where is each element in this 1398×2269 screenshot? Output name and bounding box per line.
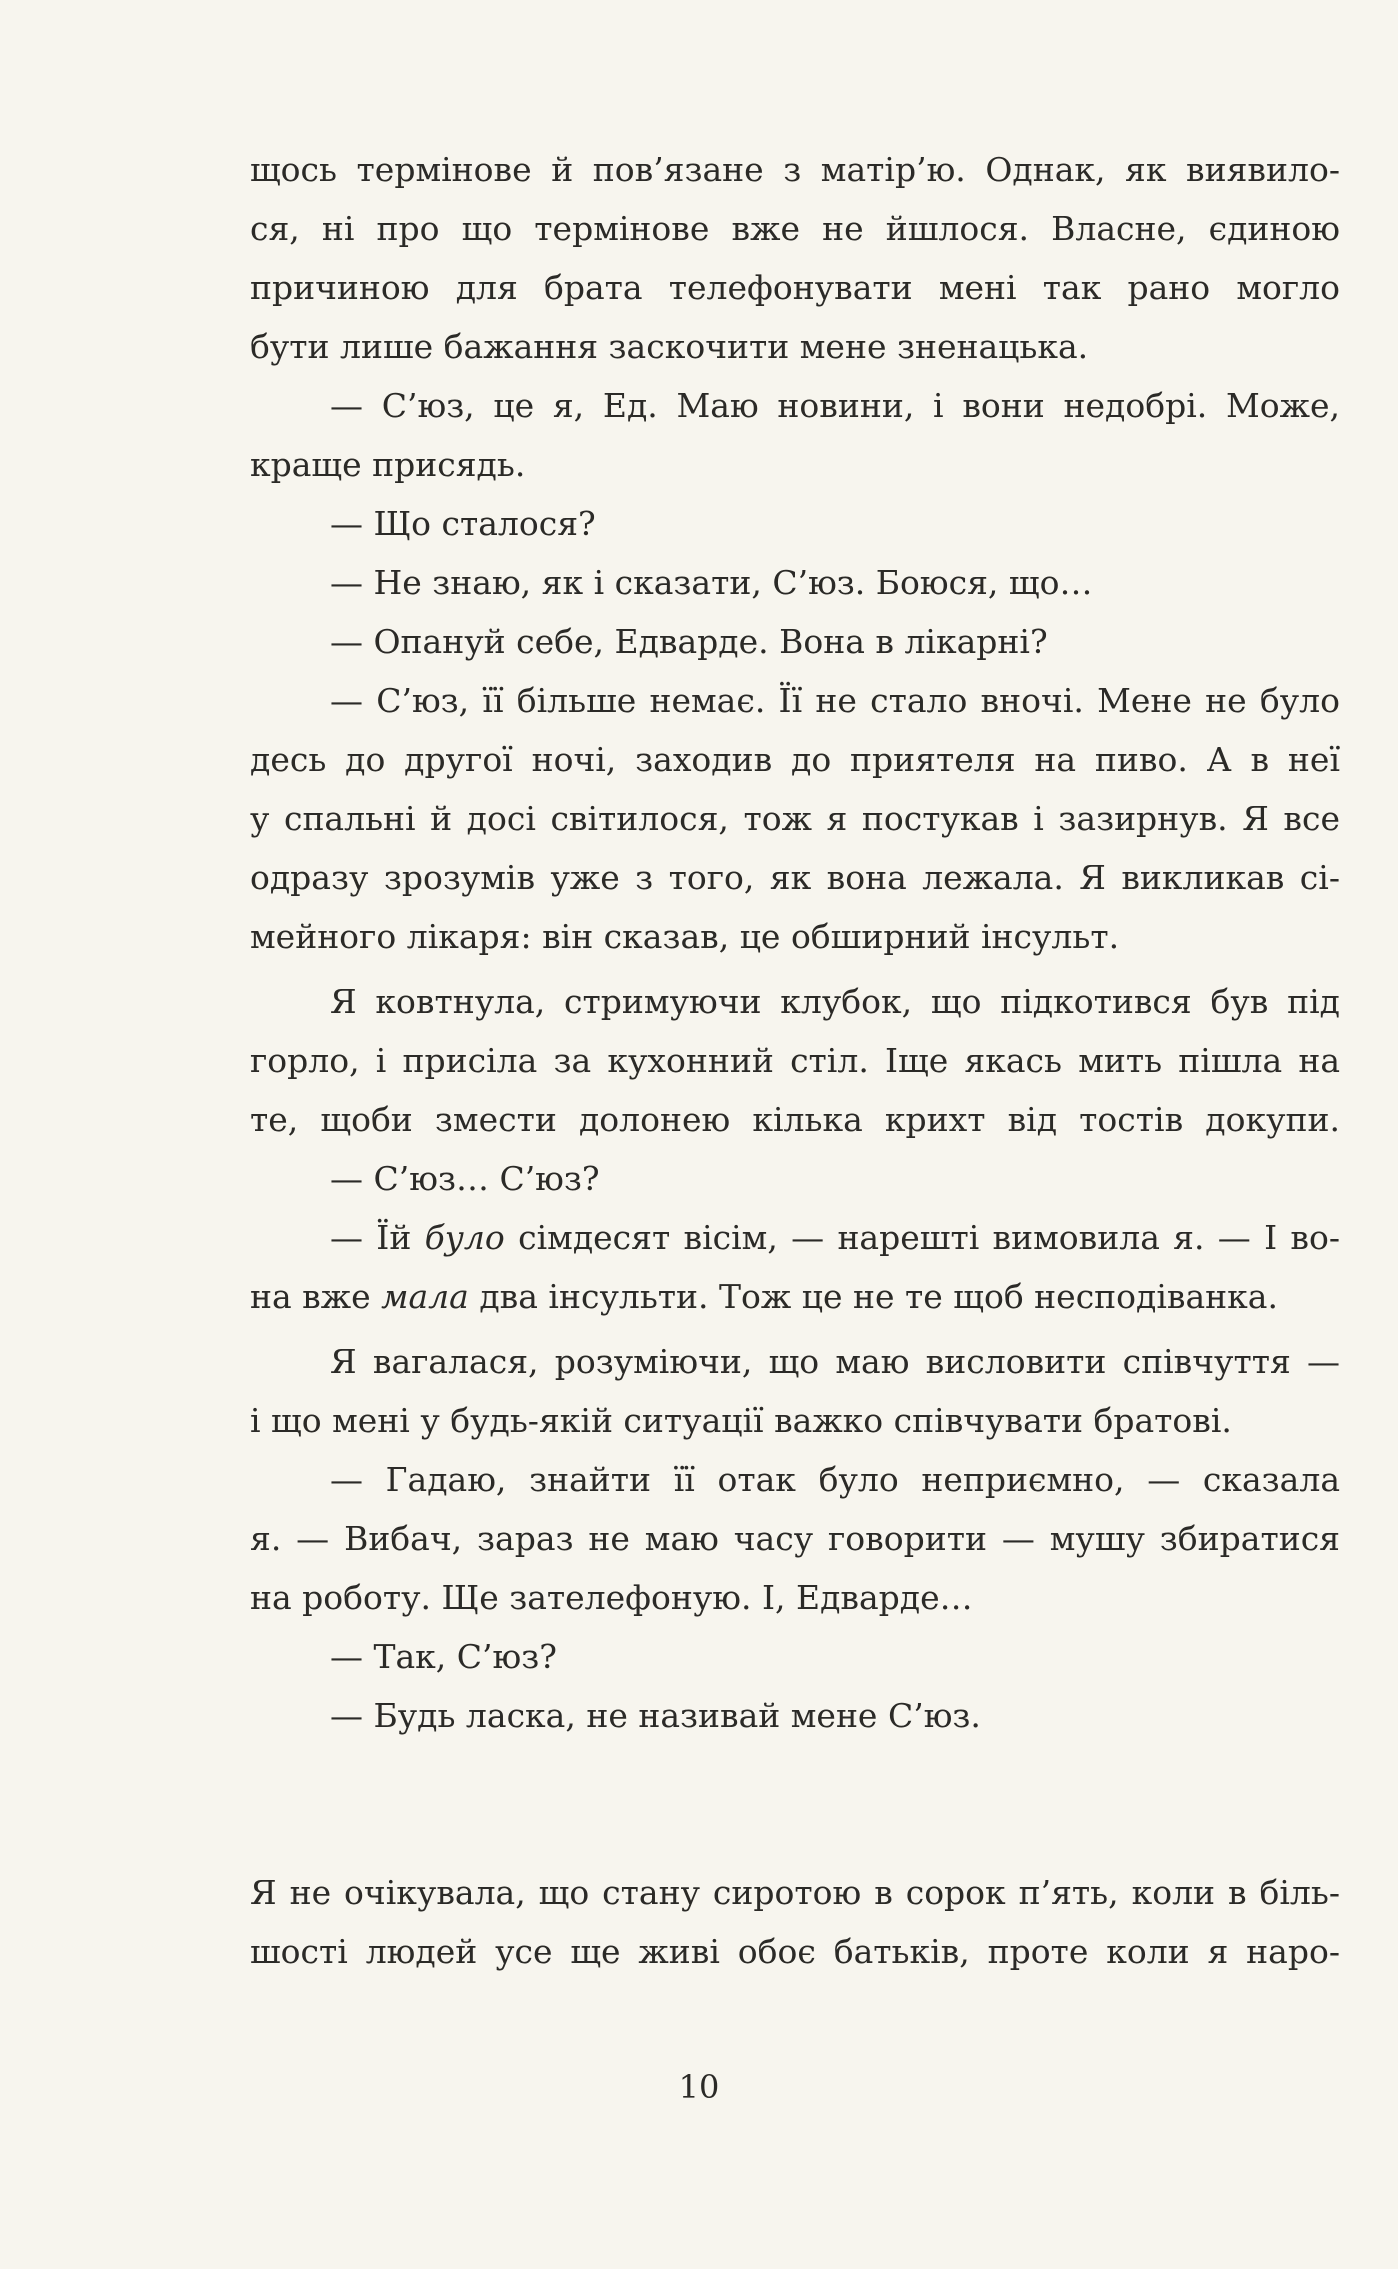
italic-word: було [424,1218,505,1257]
text-line: на роботу. Ще зателефоную. І, Едварде… [250,1578,973,1617]
text-line: мейного лікаря: він сказав, це обширний інсульт. [250,917,1120,956]
text-line: — Будь ласка, не називай мене С’юз. [330,1696,981,1735]
text-line: Я ковтнула, стримуючи клубок, що підкотився був під [330,982,1340,1021]
body-text [250,140,1340,1981]
text-run: — Їй [330,1218,425,1257]
text-line: Я не очікувала, що стану сиротою в сорок п’ять, коли в біль- [250,1873,1340,1912]
text-line: ся, ні про що термінове вже не йшлося. Власне, єдиною [250,209,1340,248]
text-line: причиною для брата телефонувати мені так рано могло [250,268,1340,307]
text-line: — Гадаю, знайти її отак було неприємно, — сказала [330,1460,1340,1499]
text-line: десь до другої ночі, заходив до приятеля на пиво. А в неї [250,740,1340,779]
text-line: — Опануй себе, Едварде. Вона в лікарні? [330,622,1048,661]
text-line: те, щоби змести долонею кілька крихт від тостів докупи. [250,1100,1340,1139]
text-line: краще присядь. [250,445,526,484]
text-line: — С’юз, її більше немає. Її не стало вночі. Мене не було [330,681,1340,720]
text-line: бути лише бажання заскочити мене зненацька. [250,327,1089,366]
text-line: у спальні й досі світилося, тож я постукав і зазирнув. Я все [250,799,1340,838]
text-run: сімдесят вісім, — нарешті вимовила я. — І во- [504,1218,1341,1257]
text-run: на вже [250,1277,382,1316]
text-line: і що мені у будь-якій ситуації важко співчувати братові. [250,1401,1232,1440]
text-line: горло, і присіла за кухонний стіл. Іще якась мить пішла на [250,1041,1340,1080]
text-line: — С’юз, це я, Ед. Маю новини, і вони недобрі. Може, [330,386,1340,425]
text-line: одразу зрозумів уже з того, як вона лежала. Я викликав сі- [250,858,1340,897]
italic-word: мала [381,1277,469,1316]
text-line [250,1267,1340,1326]
text-line: — Не знаю, як і сказати, С’юз. Боюся, що… [330,563,1093,602]
text-line: — Що сталося? [330,504,596,543]
text-line: я. — Вибач, зараз не маю часу говорити — мушу збиратися [250,1519,1340,1558]
text-line: Я вагалася, розуміючи, що маю висловити співчуття — [330,1342,1340,1381]
page-number: 10 [678,2068,720,2106]
text-run: два інсульти. Тож це не те щоб несподіванка. [468,1277,1278,1316]
text-line: шості людей усе ще живі обоє батьків, проте коли я наро- [250,1932,1340,1971]
text-line: — С’юз… С’юз? [330,1159,600,1198]
text-line: — Так, С’юз? [330,1637,557,1676]
text-line: щось термінове й пов’язане з матір’ю. Однак, як виявило- [250,150,1340,189]
text-line [250,1208,1340,1267]
